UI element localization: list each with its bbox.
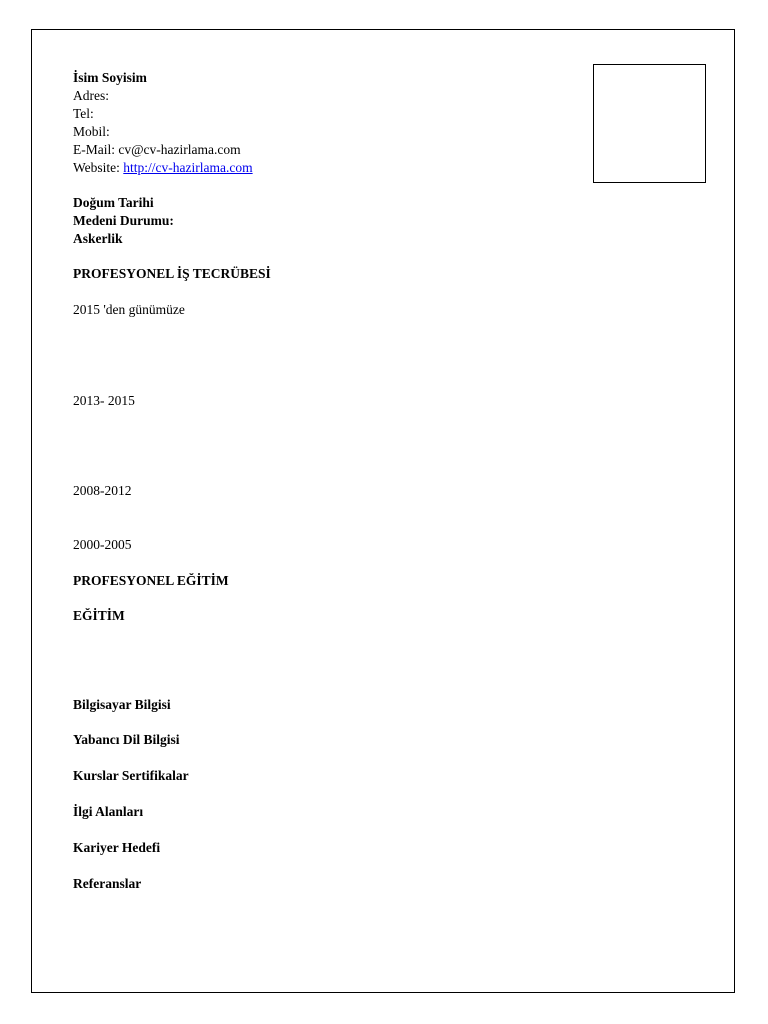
- languages-heading: Yabancı Dil Bilgisi: [73, 732, 180, 747]
- career-goal-heading: Kariyer Hedefi: [73, 840, 161, 855]
- references-heading: Referanslar: [73, 876, 142, 891]
- website-label: Website:: [73, 160, 120, 175]
- education-heading: EĞİTİM: [73, 608, 125, 623]
- experience-period: 2015 'den günümüze: [73, 302, 185, 317]
- photo-placeholder: [593, 64, 706, 183]
- computer-skills-heading: Bilgisayar Bilgisi: [73, 697, 171, 712]
- birth-date-label: Doğum Tarihi: [73, 195, 154, 210]
- military-label: Askerlik: [73, 231, 123, 246]
- interests-heading: İlgi Alanları: [73, 804, 144, 819]
- full-name: İsim Soyisim: [73, 70, 147, 85]
- website-link[interactable]: http://cv-hazirlama.com: [123, 160, 253, 175]
- email-value: cv@cv-hazirlama.com: [118, 142, 241, 157]
- phone-label: Tel:: [73, 106, 94, 121]
- marital-status-label: Medeni Durumu:: [73, 213, 174, 228]
- experience-period: 2013- 2015: [73, 393, 135, 408]
- experience-period: 2000-2005: [73, 537, 132, 552]
- website-line: [73, 159, 253, 177]
- email-line: [73, 141, 241, 159]
- experience-period: 2008-2012: [73, 483, 132, 498]
- mobile-label: Mobil:: [73, 124, 110, 139]
- courses-heading: Kurslar Sertifikalar: [73, 768, 189, 783]
- professional-education-heading: PROFESYONEL EĞİTİM: [73, 573, 229, 588]
- email-label: E-Mail:: [73, 142, 115, 157]
- address-label: Adres:: [73, 88, 109, 103]
- experience-heading: PROFESYONEL İŞ TECRÜBESİ: [73, 266, 271, 281]
